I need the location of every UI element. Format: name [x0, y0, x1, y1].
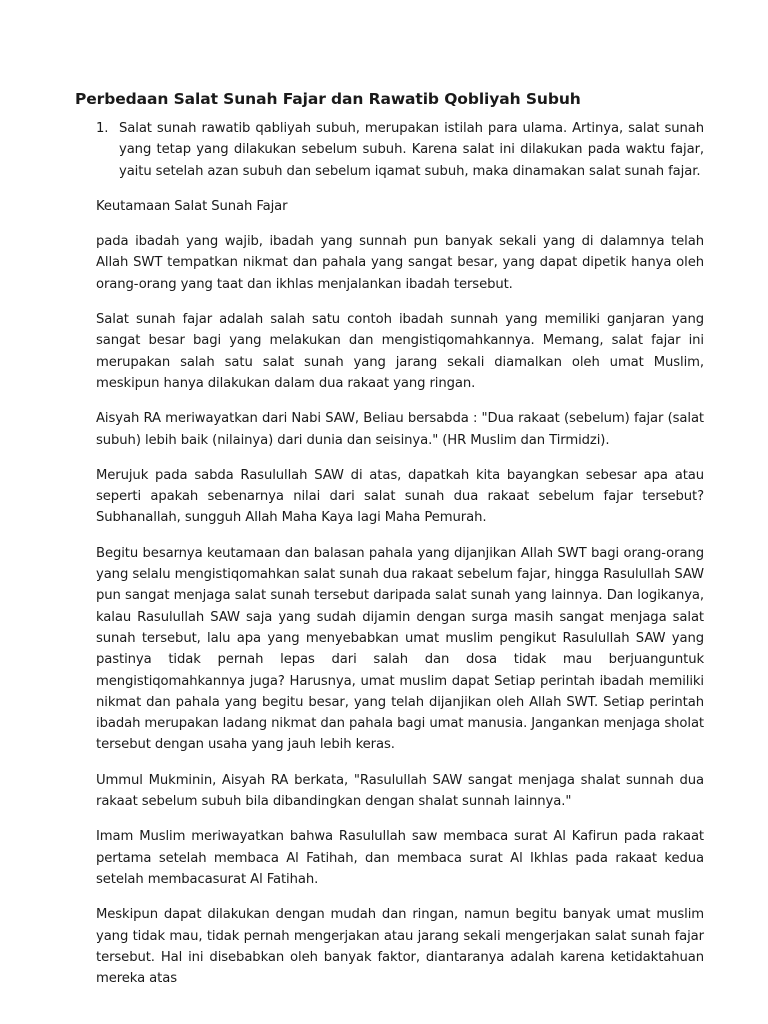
paragraph: Merujuk pada sabda Rasulullah SAW di atas, dapatkah kita bayangkan sebesar apa atau seperti apakah sebenarnya nilai dari salat sunah dua rakaat sebelum fajar tersebut? Subhanallah, sungguh Allah Maha Kaya lagi Maha Pemurah.	[96, 467, 704, 526]
numbered-list-item	[96, 118, 704, 182]
paragraph: Imam Muslim meriwayatkan bahwa Rasulullah saw membaca surat Al Kafirun pada rakaat pertama setelah membaca Al Fatihah, dan membaca surat Al Ikhlas pada rakaat kedua setelah membacasurat Al Fatihah.	[96, 829, 704, 887]
paragraph: Aisyah RA meriwayatkan dari Nabi SAW, Beliau bersabda : "Dua rakaat (sebelum) fajar (salat subuh) lebih baik (nilainya) dari dunia dan seisinya." (HR Muslim dan Tirmidzi).	[96, 411, 704, 448]
document-title: Perbedaan Salat Sunah Fajar dan Rawatib Qobliyah Subuh	[75, 90, 581, 108]
paragraph: pada ibadah yang wajib, ibadah yang sunnah pun banyak sekali yang di dalamnya telah Allah SWT tempatkan nikmat dan pahala yang sangat besar, yang dapat dipetik hanya oleh orang-orang yang taat dan ikhlas menjalankan ibadah tersebut.	[96, 234, 704, 292]
paragraph: Salat sunah fajar adalah salah satu contoh ibadah sunnah yang memiliki ganjaran yang sangat besar bagi yang melakukan dan mengistiqomahkannya. Memang, salat fajar ini merupakan salah satu salat sunah yang jarang sekali diamalkan oleh umat Muslim, meskipun hanya dilakukan dalam dua rakaat yang ringan.	[96, 312, 704, 391]
paragraph: Ummul Mukminin, Aisyah RA berkata, "Rasulullah SAW sangat menjaga shalat sunnah dua rakaat sebelum subuh bila dibandingkan dengan shalat sunnah lainnya."	[96, 772, 704, 810]
paragraph: Meskipun dapat dilakukan dengan mudah dan ringan, namun begitu banyak umat muslim yang tidak mau, tidak pernah mengerjakan atau jarang sekali mengerjakan salat sunah fajar tersebut. Hal ini disebabkan oleh banyak faktor, diantaranya adalah karena ketidaktahuan mereka atas	[96, 907, 704, 987]
section-subheading: Keutamaan Salat Sunah Fajar	[96, 198, 288, 214]
document-page	[75, 88, 704, 1003]
list-item-number: 1.	[96, 121, 109, 136]
paragraph: Begitu besarnya keutamaan dan balasan pahala yang dijanjikan Allah SWT bagi orang-orang yang selalu mengistiqomahkan salat sunah dua rakaat sebelum fajar, hingga Rasulullah SAW pun sangat menjaga salat sunah tersebut daripada salat sunah yang lainnya. Dan logikanya, kalau Rasulullah SAW saja yang sudah dijamin dengan surga masih sangat menjaga salat sunah tersebut, lalu apa yang menyebabkan umat muslim pengikut Rasulullah SAW yang pastinya tidak pernah lepas dari salah dan dosa tidak mau berjuanguntuk mengistiqomahkannya juga? Harusnya, umat muslim dapat Setiap perintah ibadah memiliki nikmat dan pahala yang begitu besar, yang telah dijanjikan oleh Allah SWT. Setiap perintah ibadah merupakan ladang nikmat dan pahala bagi umat manusia. Jangankan menjaga sholat tersebut dengan usaha yang jauh lebih keras.	[96, 545, 704, 753]
list-item-text: Salat sunah rawatib qabliyah subuh, merupakan istilah para ulama. Artinya, salat sunah yang tetap yang dilakukan sebelum subuh. Karena salat ini dilakukan pada waktu fajar, yaitu setelah azan subuh dan sebelum iqamat subuh, maka dinamakan salat sunah fajar.	[119, 121, 704, 179]
